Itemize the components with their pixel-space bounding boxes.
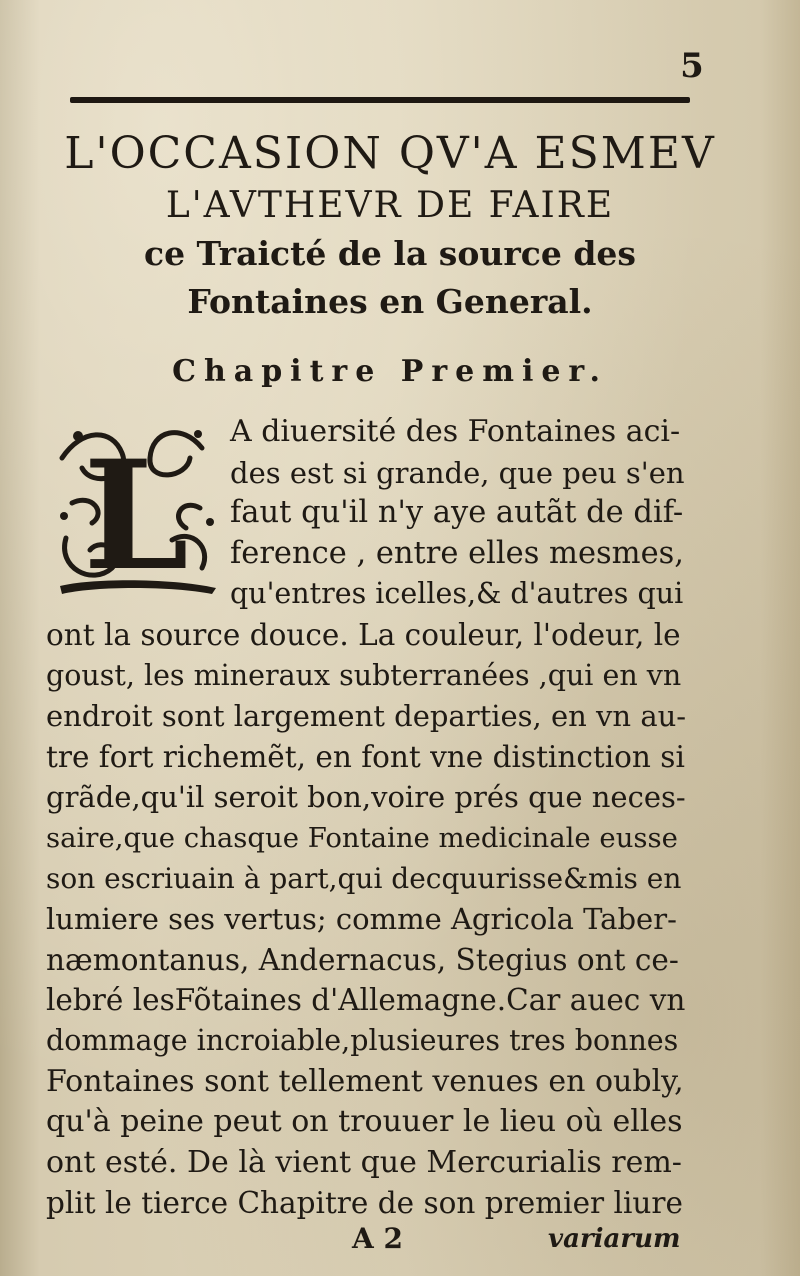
text-line: A diuersité des Fontaines aci-: [230, 414, 681, 449]
text-line: ont esté. De là vient que Mercurialis rem-: [46, 1144, 682, 1180]
text-line: næmontanus, Andernacus, Stegius ont ce-: [46, 942, 679, 977]
text-line: dommage incroiable,plusieures tres bonnes: [46, 1023, 679, 1057]
header-rule: [70, 97, 690, 103]
title-line-4: Fontaines en General.: [187, 282, 593, 321]
text-line: des est si grande, que peu s'en: [230, 455, 685, 490]
text-line: qu'à peine peut on trouuer le lieu où elles: [46, 1104, 683, 1140]
text-line: faut qu'il n'y aye autãt de dif-: [230, 495, 684, 531]
text-line: endroit sont largement departies, en vn au-: [46, 699, 687, 734]
drop-cap-letter: L: [83, 428, 189, 598]
text-line: saire,que chasque Fontaine medicinale eusse: [46, 821, 678, 854]
page-number: 5: [680, 46, 704, 86]
chapter-heading: Chapitre Premier.: [172, 354, 608, 389]
text-line: lebré lesFõtaines d'Allemagne.Car auec vn: [46, 983, 686, 1018]
text-line: ont la source douce. La couleur, l'odeur, le: [46, 617, 681, 652]
text-line: tre fort richemẽt, en font vne distinction si: [46, 739, 685, 774]
text-line: grãde,qu'il seroit bon,voire prés que neces-: [46, 780, 686, 815]
title-line-1: L'OCCASION QV'A ESMEV: [64, 128, 716, 179]
signature-mark: A 2: [352, 1222, 403, 1255]
title-line-2: L'AVTHEVR DE FAIRE: [165, 185, 615, 226]
text-line: lumiere ses vertus; comme Agricola Taber-: [46, 902, 677, 937]
body-text: [46, 412, 686, 1224]
text-line: goust, les mineraux subterranées ,qui en vn: [46, 658, 682, 692]
chapter-title: [40, 126, 740, 326]
catchword: variarum: [548, 1224, 681, 1254]
title-line-3: ce Traicté de la source des: [143, 234, 637, 273]
text-line: plit le tierce Chapitre de son premier liure: [46, 1186, 683, 1221]
text-line: ference , entre elles mesmes,: [230, 535, 685, 571]
text-line: son escriuain à part,qui decquurisse&mis en: [46, 861, 682, 895]
text-line: Fontaines sont tellement venues en oubly,: [46, 1063, 684, 1099]
text-line: qu'entres icelles,& d'autres qui: [230, 577, 684, 611]
